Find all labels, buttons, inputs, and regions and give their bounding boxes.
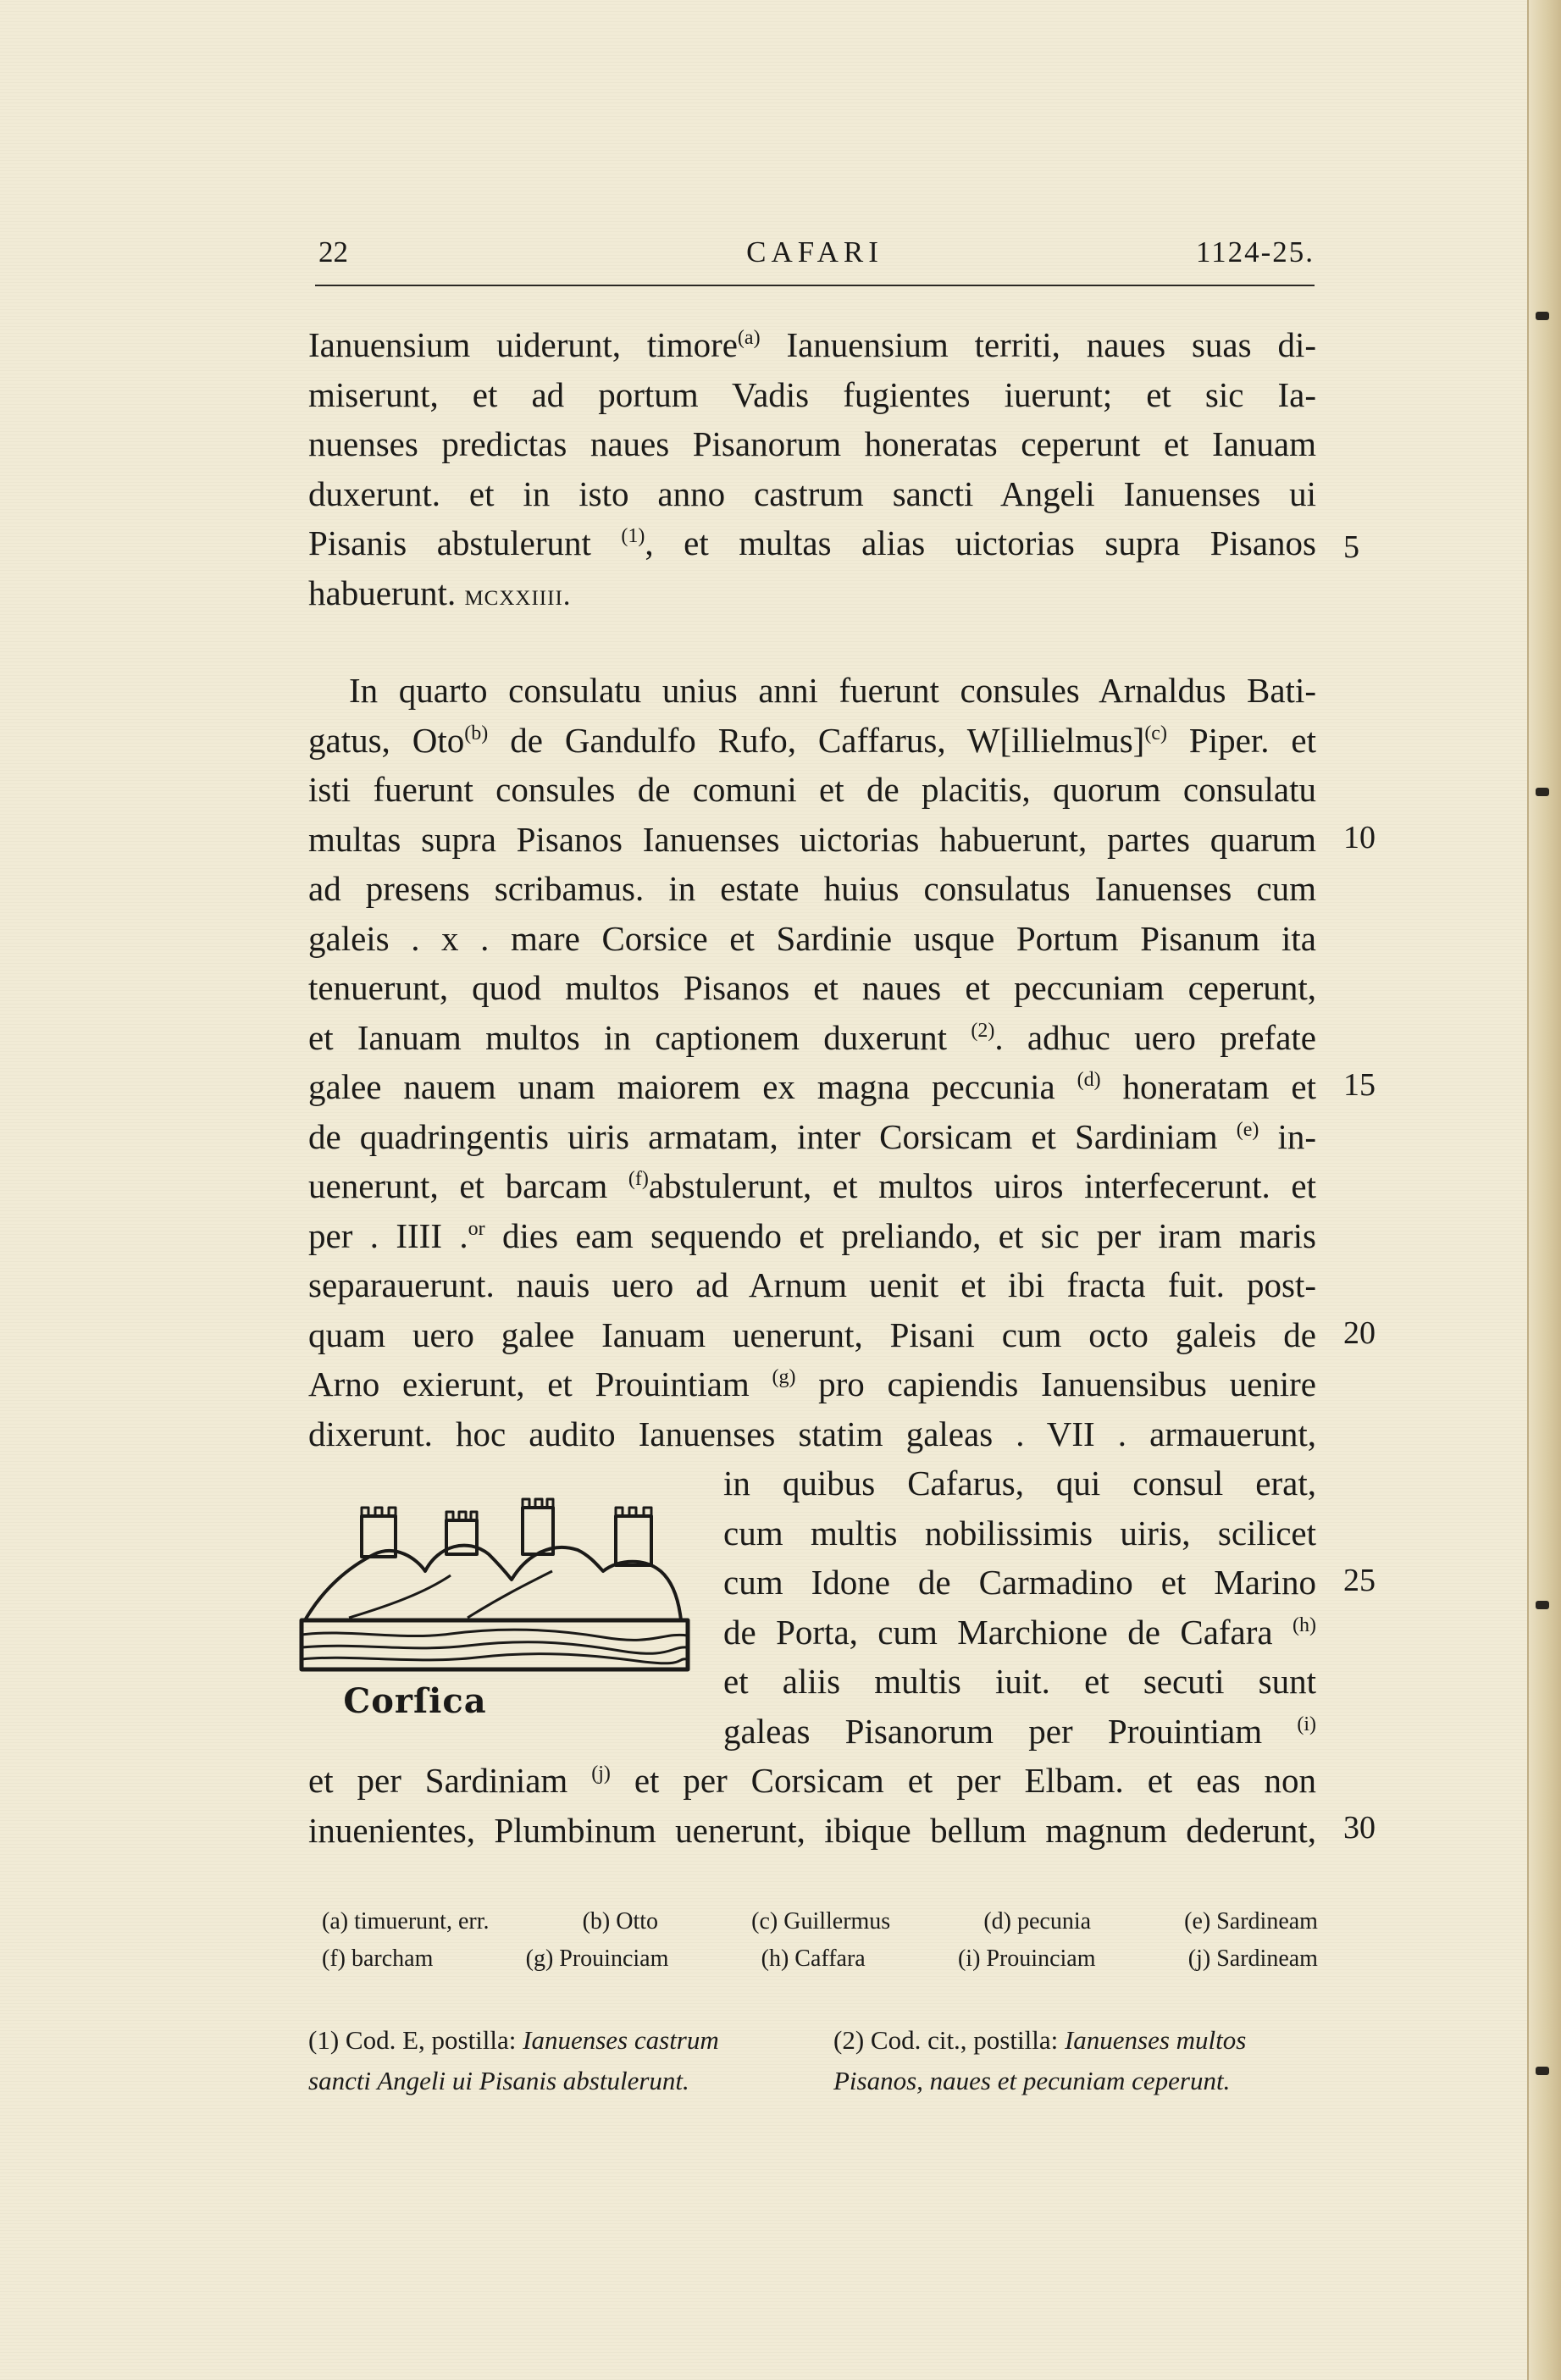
textual-variants: [322, 1903, 1318, 1978]
text-line: tenuerunt, quod multos Pisanos et naues et peccuniam ceperunt,: [308, 968, 1316, 1007]
variant-note: (e) Sardineam: [1184, 1908, 1318, 1934]
footnote-marker: (h): [1293, 1613, 1316, 1636]
text-line: et aliis multis iuit. et secuti sunt: [723, 1662, 1316, 1701]
text-line: quam uero galee Ianuam uenerunt, Pisani cum octo galeis de: [308, 1315, 1316, 1354]
text-line: et Ianuam multos in captionem duxerunt $^{(2)}$. adhuc uero prefate: [308, 1017, 1316, 1057]
variant-note: (d) pecunia: [983, 1908, 1092, 1934]
text-line: nuenses predictas naues Pisanorum honeratas ceperunt et Ianuam: [308, 424, 1316, 463]
text-line: galeis . x . mare Corsice et Sardinie usque Portum Pisanum ita: [308, 918, 1316, 958]
running-head: [315, 235, 1315, 283]
running-title: CAFARI: [746, 235, 883, 268]
text-line: inuenientes, Plumbinum uenerunt, ibique bellum magnum dederunt,: [308, 1810, 1316, 1850]
edge-mark: [1536, 2067, 1549, 2075]
variant-note: (b) Otto: [582, 1908, 659, 1934]
footnote-marker: (a): [737, 327, 761, 349]
line-number: 20: [1343, 1315, 1376, 1351]
paragraph-1: [308, 320, 1316, 617]
text-line: separauerunt. nauis uero ad Arnum uenit et ibi fracta fuit. post-: [308, 1265, 1316, 1304]
text-line: isti fuerunt consules de comuni et de placitis, quorum consulatu: [308, 770, 1316, 809]
footnote-marker: (i): [1297, 1713, 1316, 1735]
text-line: uenerunt, et barcam $^{(f)}$abstulerunt, et multos uiros interfecerunt. et: [308, 1166, 1316, 1205]
line-number: 10: [1343, 820, 1376, 855]
header-rule: [315, 285, 1315, 286]
edge-mark: [1536, 1601, 1549, 1609]
footnote-2: (2) Cod. cit., postilla: Ianuenses multos Pisanos, naues et pecuniam ceperunt.: [833, 2025, 1247, 2095]
running-years: 1124-25.: [1195, 235, 1315, 268]
text-line: gatus, Oto$^{(b)}$ de Gandulfo Rufo, Caffarus, W[illielmus]$^{(c)}$ Piper. et: [308, 720, 1316, 760]
ordinal-suffix: or: [468, 1217, 485, 1240]
text-line: In quarto consulatu unius anni fuerunt consules Arnaldus Bati-: [349, 671, 1316, 710]
footnote-marker: (1): [621, 525, 645, 547]
text-line: Ianuensium uiderunt, timore$^{(a)}$ Ianuensium territi, naues suas di-: [308, 325, 1316, 364]
text-line: galee nauem unam maiorem ex magna peccunia $^{(d)}$ honeratam et: [308, 1067, 1316, 1106]
year-numeral: mcxxiiii.: [464, 578, 572, 612]
variant-note: (a) timuerunt, err.: [322, 1908, 490, 1934]
footnote-marker: (j): [591, 1763, 611, 1785]
variant-note: (f) barcham: [322, 1946, 434, 1972]
text-line: miserunt, et ad portum Vadis fugientes iuerunt; et sic Ia-: [308, 374, 1316, 414]
figure-caption: Corſica: [343, 1681, 487, 1721]
variant-note: (h) Caffara: [761, 1946, 866, 1972]
footnote-marker: (c): [1144, 722, 1167, 744]
variants-row: [322, 1940, 1318, 1978]
text-line: cum multis nobilissimis uiris, scilicet: [723, 1513, 1316, 1553]
edge-mark: [1536, 312, 1549, 320]
line-number: 25: [1343, 1563, 1376, 1598]
footnote-marker: (2): [971, 1019, 995, 1042]
page-edge: [1527, 0, 1561, 2380]
text-line: duxerunt. et in isto anno castrum sancti Angeli Ianuenses ui: [308, 473, 1316, 513]
text-line: Pisanis abstulerunt $^{(1)}$, et multas alias uictorias supra Pisanos: [308, 523, 1316, 562]
footnote-marker: (g): [772, 1366, 796, 1388]
text-line: et per Sardiniam $^{(j)}$ et per Corsicam et per Elbam. et eas non: [308, 1761, 1316, 1800]
text-line: ad presens scribamus. in estate huius consulatus Ianuenses cum: [308, 869, 1316, 908]
variant-note: (c) Guillermus: [751, 1908, 891, 1934]
edge-mark: [1536, 788, 1549, 796]
text-line: de quadringentis uiris armatam, inter Corsicam et Sardiniam $^{(e)}$ in-: [308, 1116, 1316, 1156]
variant-note: (i) Prouinciam: [957, 1946, 1096, 1972]
footnote-marker: (b): [464, 722, 489, 744]
footnote-marker: (f): [628, 1168, 649, 1190]
variant-note: (g) Prouinciam: [525, 1946, 669, 1972]
text-line: de Porta, cum Marchione de Cafara $^{(h)}$: [723, 1612, 1316, 1652]
footnote-marker: (e): [1236, 1118, 1259, 1141]
text-line: Arno exierunt, et Prouintiam $^{(g)}$ pro capiendis Ianuensibus uenire: [308, 1364, 1316, 1403]
text-line: per . IIII .$^{or}$ dies eam sequendo et preliando, et sic per iram maris: [308, 1215, 1316, 1255]
line-number: 15: [1343, 1067, 1376, 1103]
footnote-marker: (d): [1077, 1069, 1101, 1091]
text-line: dixerunt. hoc audito Ianuenses statim galeas . VII . armauerunt,: [308, 1414, 1316, 1453]
corsica-island-drawing: [298, 1478, 696, 1681]
line-number: 30: [1343, 1810, 1376, 1846]
text-line: multas supra Pisanos Ianuenses uictorias habuerunt, partes quarum: [308, 819, 1316, 859]
line-number: 5: [1343, 529, 1359, 565]
variant-note: (j) Sardineam: [1187, 1946, 1318, 1972]
footnote-1: (1) Cod. E, postilla: Ianuenses castrum sancti Angeli ui Pisanis abstulerunt.: [308, 2025, 719, 2095]
text-line: galeas Pisanorum per Prouintiam $^{(i)}$: [723, 1711, 1316, 1751]
page-number: 22: [318, 235, 348, 268]
text-line: cum Idone de Carmadino et Marino: [723, 1563, 1316, 1602]
text-line: in quibus Cafarus, qui consul erat,: [723, 1464, 1316, 1503]
text-line: habuerunt. mcxxiiii.: [308, 573, 572, 612]
variants-row: [322, 1903, 1318, 1940]
